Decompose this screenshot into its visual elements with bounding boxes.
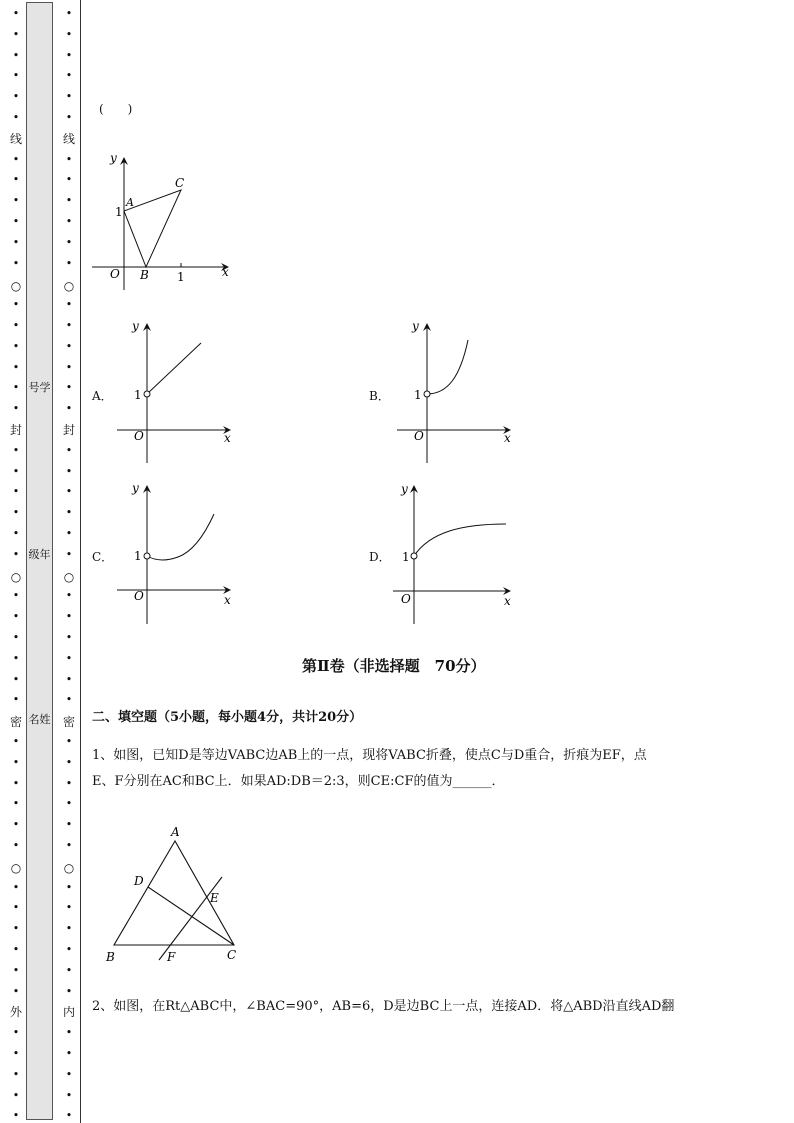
x-one-label: 1 — [177, 270, 185, 284]
outer-dot: • — [12, 485, 20, 499]
outer-dot: • — [12, 818, 20, 832]
outer-dot: • — [12, 755, 20, 769]
outer-seal-column — [9, 0, 23, 1123]
open-point — [144, 391, 150, 397]
inner-dot: • — [65, 1109, 73, 1123]
point-b-label: B — [140, 268, 149, 282]
outer-dot: • — [12, 298, 20, 312]
outer-seal-label: 线 — [9, 132, 22, 146]
outer-dot: • — [12, 839, 20, 852]
inner-dot: • — [65, 963, 73, 977]
outer-dot: • — [12, 672, 20, 686]
outer-dot: • — [12, 464, 20, 478]
point-a-label: A — [126, 196, 134, 209]
outer-dot: • — [12, 319, 20, 332]
inner-dot: • — [65, 901, 73, 915]
point-d-label: D — [134, 874, 144, 888]
inner-dot: • — [65, 672, 73, 686]
point-f-label: F — [167, 950, 176, 964]
inner-circle-mark: ○ — [63, 279, 75, 293]
inner-circle-mark: ○ — [63, 861, 75, 875]
y-one-label: 1 — [115, 205, 123, 219]
inner-dot: • — [65, 755, 73, 769]
student-id-label: 号学 — [28, 381, 51, 394]
outer-dot: • — [12, 922, 20, 936]
outer-dot: • — [12, 901, 20, 915]
outer-dot: • — [12, 7, 20, 20]
inner-dot: • — [65, 818, 73, 832]
name-label: 名姓 — [28, 713, 51, 726]
inner-dot: • — [65, 402, 73, 416]
inner-dot: • — [65, 485, 73, 499]
inner-dot: • — [65, 547, 73, 561]
inner-dot: • — [65, 1026, 73, 1040]
inner-dot: • — [65, 235, 73, 249]
option-a-label: A． — [92, 389, 113, 403]
outer-dot: • — [12, 1088, 20, 1102]
x-label: x — [504, 431, 511, 445]
question-2-line-1: 2、如图，在Rt△ABC中，∠BAC=90°，AB=6，D是边BC上一点，连接AD．将△ABD沿直线AD翻 — [92, 999, 675, 1014]
inner-seal-label: 密 — [62, 715, 75, 729]
outer-dot: • — [12, 776, 20, 790]
segment-dc — [148, 887, 234, 945]
outer-seal-label: 密 — [9, 715, 22, 729]
outer-dot: • — [12, 90, 20, 104]
outer-circle-mark: ○ — [10, 570, 22, 584]
option-b-graph — [392, 318, 517, 468]
outer-dot: • — [12, 943, 20, 956]
inner-dot: • — [65, 27, 73, 41]
outer-seal-label: 外 — [9, 1005, 22, 1019]
outer-dot: • — [12, 402, 20, 416]
inner-seal-column — [62, 0, 76, 1123]
curve — [414, 524, 506, 556]
question-1-line-2: E、F分别在AC和BC上．如果AD:DB＝2:3，则CE:CF的值为______． — [92, 774, 505, 789]
student-info-strip — [26, 2, 53, 1120]
open-point — [144, 553, 150, 559]
curve — [147, 514, 214, 560]
curve — [147, 343, 201, 394]
outer-dot: • — [12, 963, 20, 977]
inner-dot: • — [65, 1047, 73, 1060]
point-e-label: E — [210, 891, 219, 905]
section-title: 第Ⅱ卷（非选择题 70分） — [302, 657, 486, 675]
outer-dot: • — [12, 1047, 20, 1060]
outer-dot: • — [12, 610, 20, 624]
outer-dot: • — [12, 194, 20, 208]
outer-dot: • — [12, 547, 20, 561]
y-label: y — [110, 151, 117, 165]
outer-dot: • — [12, 360, 20, 374]
curve — [427, 340, 468, 394]
outer-dot: • — [12, 589, 20, 603]
x-label: x — [224, 431, 231, 445]
point-c-label: C — [227, 948, 237, 962]
origin-label: O — [401, 592, 411, 606]
inner-dot: • — [65, 443, 73, 457]
inner-dot: • — [65, 69, 73, 83]
inner-dot: • — [65, 339, 73, 353]
outer-dot: • — [12, 69, 20, 83]
x-label: x — [224, 593, 231, 607]
x-label: x — [504, 594, 511, 608]
inner-dot: • — [65, 256, 73, 270]
outer-dot: • — [12, 1109, 20, 1123]
inner-dot: • — [65, 735, 73, 748]
grade-label: 级年 — [28, 548, 51, 561]
point-a-label: A — [171, 825, 180, 839]
outer-circle-mark: ○ — [10, 279, 22, 293]
inner-dot: • — [65, 152, 73, 166]
open-point — [424, 391, 430, 397]
y-label: y — [132, 319, 139, 333]
inner-dot: • — [65, 90, 73, 104]
outer-dot: • — [12, 797, 20, 811]
option-c-graph — [112, 480, 237, 630]
option-d-graph — [390, 480, 515, 630]
point-c-label: C — [175, 176, 185, 190]
outer-dot: • — [12, 443, 20, 457]
outer-dot: • — [12, 152, 20, 166]
outer-dot: • — [12, 111, 20, 124]
fold-line-ef — [159, 877, 222, 960]
outer-dot: • — [12, 27, 20, 41]
outer-dot: • — [12, 693, 20, 707]
one-label: 1 — [402, 550, 410, 564]
inner-dot: • — [65, 48, 73, 62]
inner-seal-label: 线 — [62, 132, 75, 146]
outer-dot: • — [12, 381, 20, 395]
inner-dot: • — [65, 194, 73, 208]
inner-dot: • — [65, 797, 73, 811]
inner-dot: • — [65, 7, 73, 20]
outer-dot: • — [12, 651, 20, 665]
open-point — [411, 553, 417, 559]
outer-dot: • — [12, 880, 20, 894]
origin-label: O — [414, 429, 424, 443]
option-a-graph — [112, 318, 237, 468]
inner-dot: • — [65, 111, 73, 124]
inner-dot: • — [65, 506, 73, 520]
option-c-label: C． — [92, 550, 114, 564]
answer-paren: ( ) — [99, 102, 133, 116]
inner-dot: • — [65, 319, 73, 332]
inner-dot: • — [65, 880, 73, 894]
inner-seal-label: 内 — [62, 1005, 75, 1019]
inner-dot: • — [65, 464, 73, 478]
main-figure — [88, 150, 238, 290]
inner-seal-label: 封 — [62, 423, 75, 437]
outer-dot: • — [12, 48, 20, 62]
part2-heading: 二、填空题（5小题，每小题4分，共计20分） — [92, 710, 363, 725]
inner-dot: • — [65, 381, 73, 395]
inner-dot: • — [65, 922, 73, 936]
option-b-label: B． — [369, 389, 390, 403]
inner-circle-mark: ○ — [63, 570, 75, 584]
margin-rule — [80, 0, 81, 1123]
inner-dot: • — [65, 776, 73, 790]
one-label: 1 — [134, 388, 142, 402]
inner-dot: • — [65, 1067, 73, 1081]
inner-dot: • — [65, 173, 73, 187]
inner-dot: • — [65, 651, 73, 665]
inner-dot: • — [65, 527, 73, 540]
binding-margin — [0, 0, 84, 1123]
inner-dot: • — [65, 943, 73, 956]
outer-dot: • — [12, 735, 20, 748]
inner-dot: • — [65, 631, 73, 644]
inner-dot: • — [65, 360, 73, 374]
inner-dot: • — [65, 215, 73, 228]
outer-dot: • — [12, 984, 20, 998]
outer-seal-label: 封 — [9, 423, 22, 437]
y-label: y — [401, 482, 408, 496]
point-b-label: B — [106, 950, 115, 964]
outer-dot: • — [12, 235, 20, 249]
outer-dot: • — [12, 527, 20, 540]
origin-label: O — [110, 267, 120, 281]
outer-dot: • — [12, 506, 20, 520]
outer-dot: • — [12, 1067, 20, 1081]
option-d-label: D． — [369, 550, 391, 564]
inner-dot: • — [65, 1088, 73, 1102]
question-1-line-1: 1、如图，已知D是等边VABC边AB上的一点，现将VABC折叠，使点C与D重合，折痕为EF，点 — [92, 748, 647, 763]
outer-dot: • — [12, 631, 20, 644]
one-label: 1 — [134, 549, 142, 563]
y-label: y — [132, 481, 139, 495]
x-label: x — [222, 265, 229, 279]
outer-dot: • — [12, 215, 20, 228]
inner-dot: • — [65, 589, 73, 603]
inner-dot: • — [65, 984, 73, 998]
origin-label: O — [134, 429, 144, 443]
inner-dot: • — [65, 693, 73, 707]
inner-dot: • — [65, 298, 73, 312]
outer-dot: • — [12, 339, 20, 353]
origin-label: O — [134, 589, 144, 603]
outer-dot: • — [12, 173, 20, 187]
outer-circle-mark: ○ — [10, 861, 22, 875]
inner-dot: • — [65, 610, 73, 624]
inner-dot: • — [65, 839, 73, 852]
one-label: 1 — [414, 388, 422, 402]
outer-dot: • — [12, 1026, 20, 1040]
y-label: y — [412, 319, 419, 333]
triangle-figure — [100, 820, 250, 970]
outer-dot: • — [12, 256, 20, 270]
